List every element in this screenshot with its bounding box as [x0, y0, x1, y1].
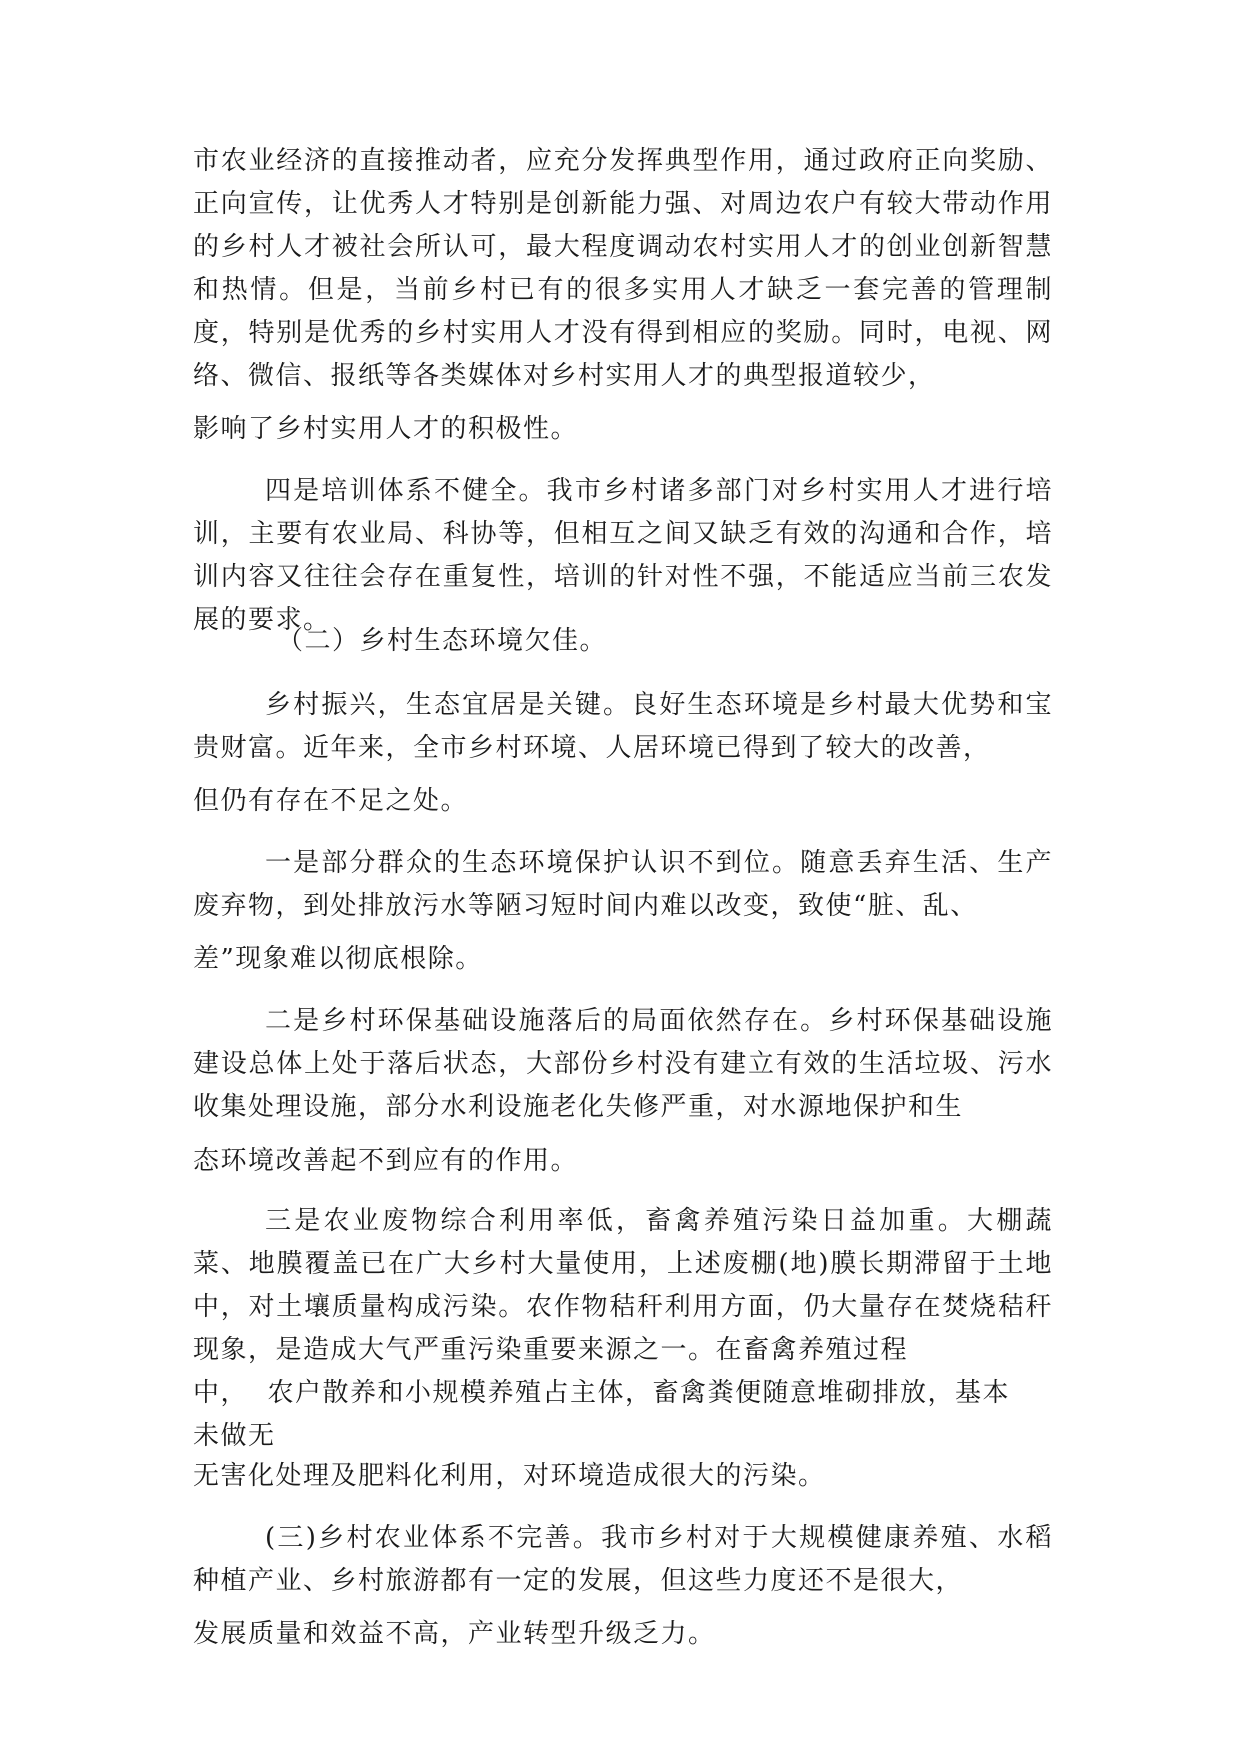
section-heading-ecology: （二）乡村生态环境欠佳。 — [277, 626, 608, 656]
paragraph-infrastructure-end: 态环境改善起不到应有的作用。 — [193, 1146, 579, 1176]
paragraph-talent-incentives: 市农业经济的直接推动者，应充分发挥典型作用，通过政府正向奖励、正向宣传，让优秀人才特别是创新能力强、对周边农户有较大带动作用的乡村人才被社会所认可，最大程度调动农村实用人才的创业创新智慧和热情。但是，当前乡村已有的很多实用人才缺乏一套完善的管理制度，特别是优秀的乡村实用人才没有得到相应的奖励。同时，电视、网络、微信、报纸等各类媒体对乡村实用人才的典型报道较少， — [193, 146, 1053, 391]
section-heading-agriculture-system: (三)乡村农业体系不完善。我市乡村对于大规模健康养殖、水稻种植产业、乡村旅游都有一定的发展，但这些力度还不是很大， — [193, 1523, 1053, 1596]
paragraph-talent-incentives-end: 影响了乡村实用人才的积极性。 — [193, 414, 579, 444]
paragraph-agriculture-system-end: 发展质量和效益不高，产业转型升级乏力。 — [193, 1619, 716, 1649]
paragraph-ecology-intro: 乡村振兴，生态宜居是关键。良好生态环境是乡村最大优势和宝贵财富。近年来，全市乡村环境、人居环境已得到了较大的改善， — [193, 690, 1053, 763]
paragraph-training-system: 四是培训体系不健全。我市乡村诸多部门对乡村实用人才进行培训，主要有农业局、科协等，但相互之间又缺乏有效的沟通和合作，培训内容又往往会存在重复性，培训的针对性不强，不能适应当前三农发展的要求。 — [193, 476, 1053, 635]
paragraph-agricultural-waste-end: 无害化处理及肥料化利用，对环境造成很大的污染。 — [193, 1461, 826, 1491]
paragraph-public-awareness: 一是部分群众的生态环境保护认识不到位。随意丢弃生活、生产废弃物，到处排放污水等陋习短时间内难以改变，致使“脏、乱、 — [193, 848, 1053, 921]
paragraph-ecology-intro-end: 但仍有存在不足之处。 — [193, 786, 469, 816]
paragraph-public-awareness-end: 差”现象难以彻底根除。 — [193, 944, 483, 974]
paragraph-agricultural-waste: 三是农业废物综合利用率低，畜禽养殖污染日益加重。大棚蔬菜、地膜覆盖已在广大乡村大量使用，上述废棚(地)膜长期滞留于土地中，对土壤质量构成污染。农作物秸秆利用方面，仍大量存在焚烧秸秆现象，是造成大气严重污染重要来源之一。在畜禽养殖过程 中， 农户散养和小规模养殖占主体，畜禽粪便随意堆砌排放，基本 未做无 — [193, 1206, 1053, 1451]
paragraph-infrastructure: 二是乡村环保基础设施落后的局面依然存在。乡村环保基础设施建设总体上处于落后状态，大部份乡村没有建立有效的生活垃圾、污水收集处理设施，部分水利设施老化失修严重，对水源地保护和生 — [193, 1006, 1053, 1122]
